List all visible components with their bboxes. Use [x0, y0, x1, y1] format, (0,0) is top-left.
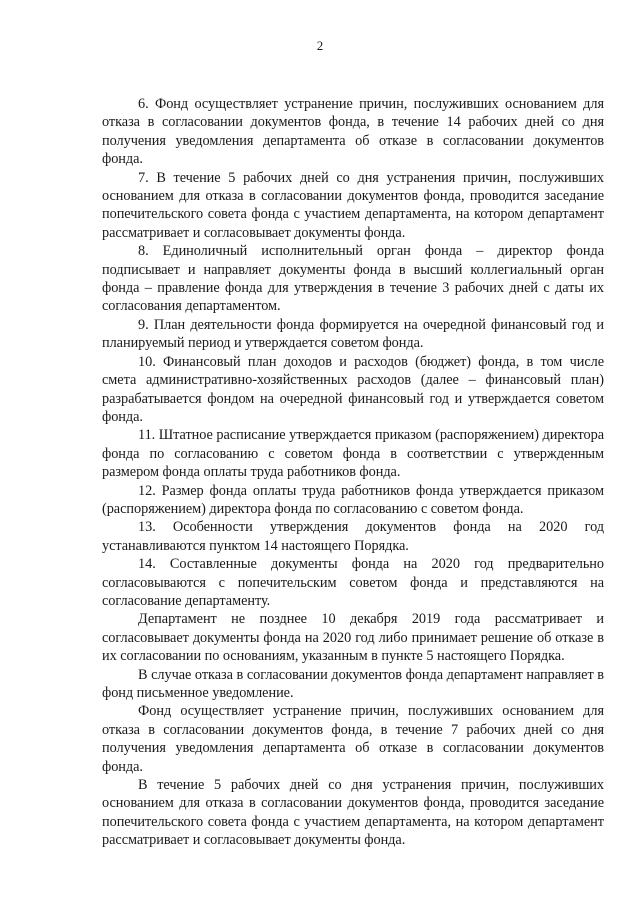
page-number: 2 [316, 38, 324, 53]
document-body [102, 95, 604, 850]
paragraph-7: 7. В течение 5 рабочих дней со дня устранения причин, послуживших основанием для отказа в согласовании документов фонда, проводится заседание попечительского совета фонда с участием департамента, на котором департамент рассматривает и согласовывает документы фонда. [102, 169, 604, 241]
paragraph-14-fund-remedy: Фонд осуществляет устранение причин, послуживших основанием для отказа в согласовании документов фонда, в течение 7 рабочих дней со дня получения уведомления департамента об отказе в согласовании документов фонда. [102, 703, 604, 775]
paragraph-8: 8. Единоличный исполнительный орган фонда – директор фонда подписывает и направляет документы фонда в высший коллегиальный орган фонда – правление фонда для утверждения в течение 3 рабочих дней с даты их согласования департаментом. [102, 243, 604, 315]
paragraph-14-council-meeting: В течение 5 рабочих дней со дня устранения причин, послуживших основанием для отказа в согласовании документов фонда, проводится заседание попечительского совета фонда с участием департамента, на котором департамент рассматривает и согласовывает документы фонда. [102, 777, 604, 849]
paragraph-9: 9. План деятельности фонда формируется на очередной финансовый год и планируемый период и утверждается советом фонда. [102, 316, 604, 352]
paragraph-12: 12. Размер фонда оплаты труда работников фонда утверждается приказом (распоряжением) директора фонда по согласованию с советом фонда. [102, 482, 604, 517]
paragraph-14-department-review: Департамент не позднее 10 декабря 2019 года рассматривает и согласовывает документы фонда на 2020 год либо принимает решение об отказе в их согласовании по основаниям, указанным в пункте 5 настоящего Порядка. [102, 611, 604, 665]
paragraph-10: 10. Финансовый план доходов и расходов (бюджет) фонда, в том числе смета административно-хозяйственных расходов (далее – финансовый план) разрабатывается фондом на очередной финансовый год и утверждается советом фонда. [102, 353, 604, 425]
paragraph-14: 14. Составленные документы фонда на 2020 год предварительно согласовываются с попечительским советом фонда и представляются на согласование департаменту. [102, 556, 604, 609]
paragraph-13: 13. Особенности утверждения документов фонда на 2020 год устанавливаются пунктом 14 настоящего Порядка. [102, 519, 604, 554]
paragraph-14-refusal-notice: В случае отказа в согласовании документов фонда департамент направляет в фонд письменное уведомление. [102, 666, 604, 701]
paragraph-6: 6. Фонд осуществляет устранение причин, послуживших основанием для отказа в согласовании документов фонда, в течение 14 рабочих дней со дня получения уведомления департамента об отказе в согласовании документов фонда. [102, 96, 604, 168]
paragraph-11: 11. Штатное расписание утверждается приказом (распоряжением) директора фонда по согласованию с советом фонда в соответствии с утвержденным размером фонда оплаты труда работников фонда. [102, 427, 604, 481]
